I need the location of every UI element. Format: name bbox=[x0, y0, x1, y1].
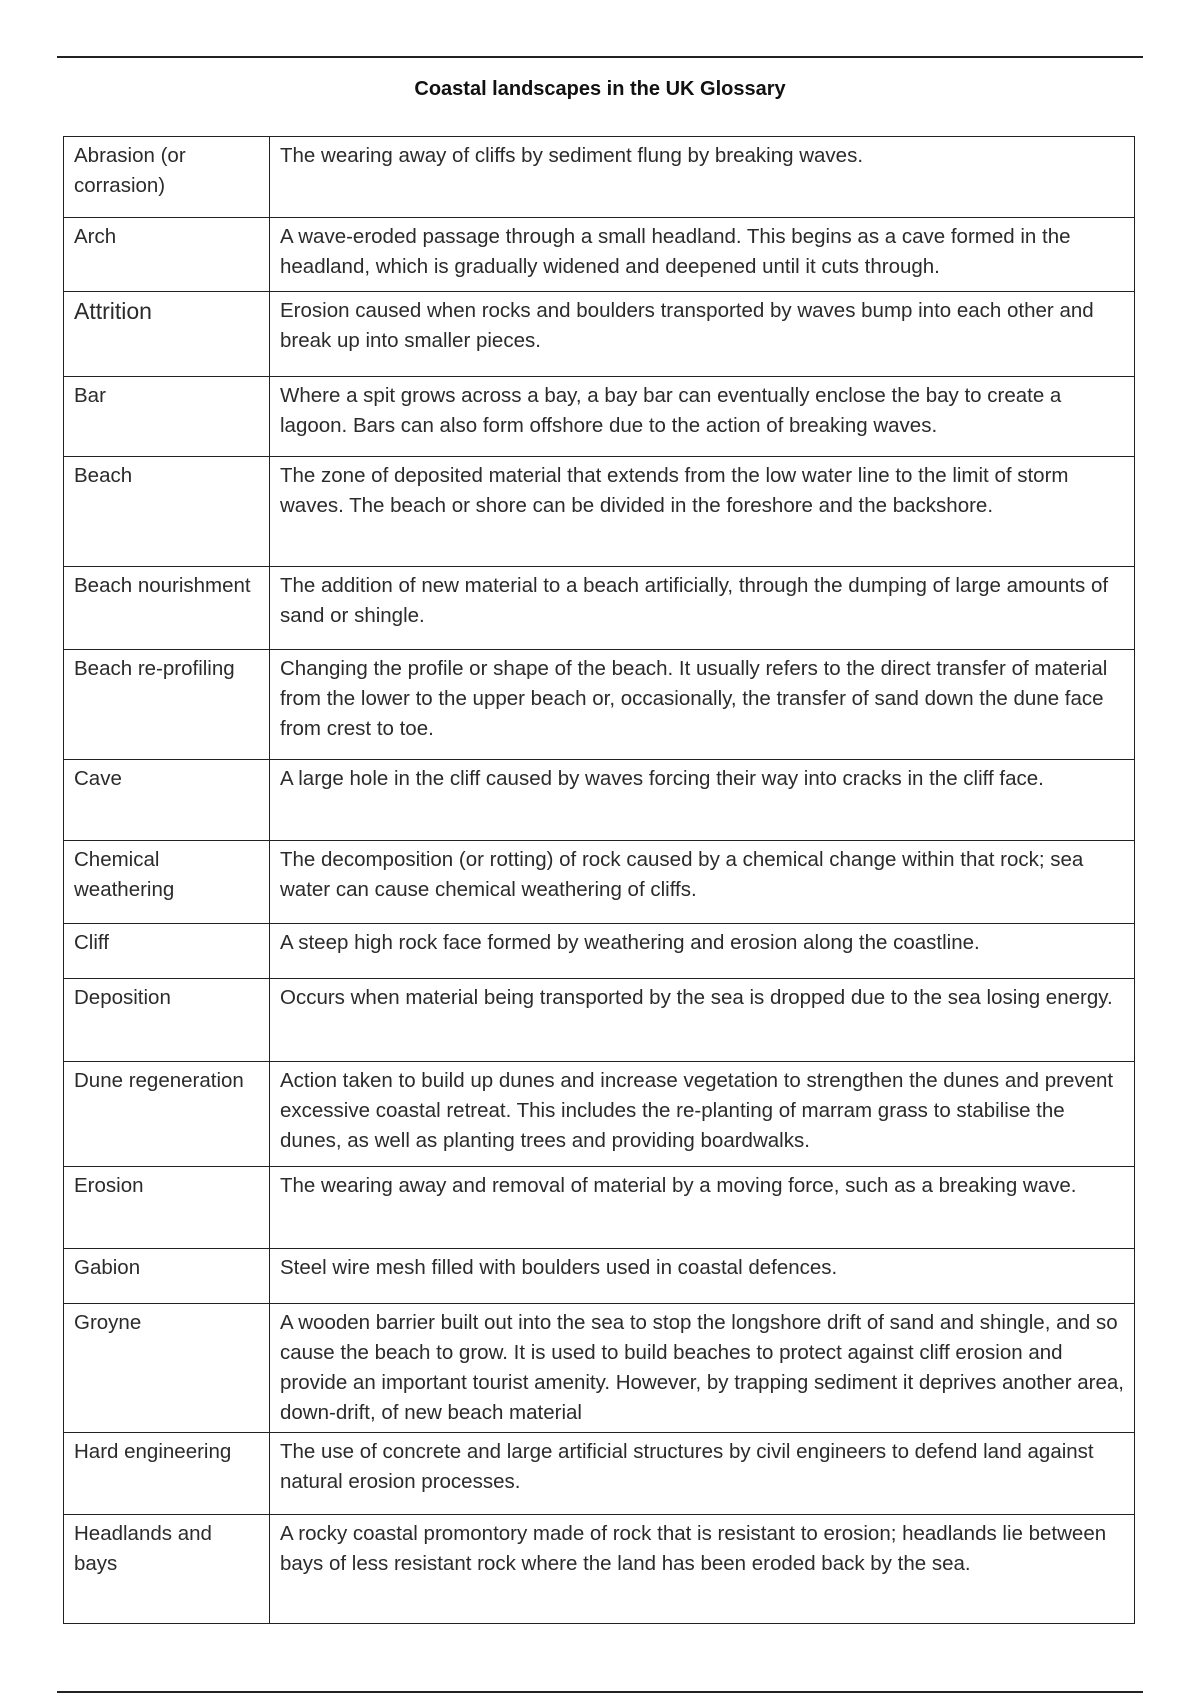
glossary-definition: The wearing away and removal of material by a moving force, such as a breaking wave. bbox=[270, 1167, 1135, 1249]
table-row bbox=[64, 292, 1135, 377]
glossary-definition: Steel wire mesh filled with boulders used in coastal defences. bbox=[270, 1249, 1135, 1304]
glossary-term: Hard engineering bbox=[64, 1433, 270, 1515]
glossary-definition: The wearing away of cliffs by sediment flung by breaking waves. bbox=[270, 137, 1135, 218]
table-row bbox=[64, 457, 1135, 567]
table-row bbox=[64, 924, 1135, 979]
table-row bbox=[64, 1249, 1135, 1304]
glossary-definition: A steep high rock face formed by weathering and erosion along the coastline. bbox=[270, 924, 1135, 979]
table-row bbox=[64, 218, 1135, 292]
table-row bbox=[64, 1167, 1135, 1249]
glossary-term: Arch bbox=[64, 218, 270, 292]
page-title: Coastal landscapes in the UK Glossary bbox=[414, 78, 786, 100]
glossary-term: Gabion bbox=[64, 1249, 270, 1304]
glossary-term: Abrasion (or corrasion) bbox=[64, 137, 270, 218]
table-row bbox=[64, 760, 1135, 841]
table-row bbox=[64, 1433, 1135, 1515]
glossary-definition: Where a spit grows across a bay, a bay bar can eventually enclose the bay to create a lagoon. Bars can also form offshore due to the action of breaking waves. bbox=[270, 377, 1135, 457]
glossary-term: Beach nourishment bbox=[64, 567, 270, 650]
glossary-definition: Occurs when material being transported by the sea is dropped due to the sea losing energy. bbox=[270, 979, 1135, 1062]
glossary-table bbox=[63, 136, 1135, 1624]
table-row bbox=[64, 1304, 1135, 1433]
table-row bbox=[64, 979, 1135, 1062]
glossary-term: Cave bbox=[64, 760, 270, 841]
glossary-definition: A wave-eroded passage through a small headland. This begins as a cave formed in the headland, which is gradually widened and deepened until it cuts through. bbox=[270, 218, 1135, 292]
glossary-definition: Changing the profile or shape of the beach. It usually refers to the direct transfer of material from the lower to the upper beach or, occasionally, the transfer of sand down the dune face from crest to toe. bbox=[270, 650, 1135, 760]
glossary-term: Deposition bbox=[64, 979, 270, 1062]
glossary-term: Headlands and bays bbox=[64, 1515, 270, 1624]
glossary-definition: Erosion caused when rocks and boulders transported by waves bump into each other and break up into smaller pieces. bbox=[270, 292, 1135, 377]
bottom-rule bbox=[57, 1691, 1143, 1693]
glossary-term: Bar bbox=[64, 377, 270, 457]
glossary-term: Attrition bbox=[64, 292, 270, 377]
glossary-term: Beach bbox=[64, 457, 270, 567]
glossary-term: Erosion bbox=[64, 1167, 270, 1249]
glossary-term: Beach re-profiling bbox=[64, 650, 270, 760]
top-rule bbox=[57, 56, 1143, 58]
glossary-definition: The use of concrete and large artificial structures by civil engineers to defend land against natural erosion processes. bbox=[270, 1433, 1135, 1515]
glossary-term: Groyne bbox=[64, 1304, 270, 1433]
table-row bbox=[64, 137, 1135, 218]
glossary-definition: A wooden barrier built out into the sea to stop the longshore drift of sand and shingle, and so cause the beach to grow. It is used to build beaches to protect against cliff erosion and provide an important tourist amenity. However, by trapping sediment it deprives another area, down-drift, of new beach material bbox=[270, 1304, 1135, 1433]
glossary-term: Chemical weathering bbox=[64, 841, 270, 924]
glossary-definition: Action taken to build up dunes and increase vegetation to strengthen the dunes and prevent excessive coastal retreat. This includes the re-planting of marram grass to stabilise the dunes, as well as planting trees and providing boardwalks. bbox=[270, 1062, 1135, 1167]
glossary-definition: The zone of deposited material that extends from the low water line to the limit of storm waves. The beach or shore can be divided in the foreshore and the backshore. bbox=[270, 457, 1135, 567]
table-row bbox=[64, 1515, 1135, 1624]
glossary-term: Cliff bbox=[64, 924, 270, 979]
table-row bbox=[64, 841, 1135, 924]
table-row bbox=[64, 650, 1135, 760]
glossary-term: Dune regeneration bbox=[64, 1062, 270, 1167]
glossary-definition: The addition of new material to a beach artificially, through the dumping of large amounts of sand or shingle. bbox=[270, 567, 1135, 650]
glossary-definition: The decomposition (or rotting) of rock caused by a chemical change within that rock; sea water can cause chemical weathering of cliffs. bbox=[270, 841, 1135, 924]
table-row bbox=[64, 567, 1135, 650]
table-row bbox=[64, 377, 1135, 457]
glossary-definition: A large hole in the cliff caused by waves forcing their way into cracks in the cliff face. bbox=[270, 760, 1135, 841]
glossary-definition: A rocky coastal promontory made of rock that is resistant to erosion; headlands lie between bays of less resistant rock where the land has been eroded back by the sea. bbox=[270, 1515, 1135, 1624]
table-row bbox=[64, 1062, 1135, 1167]
